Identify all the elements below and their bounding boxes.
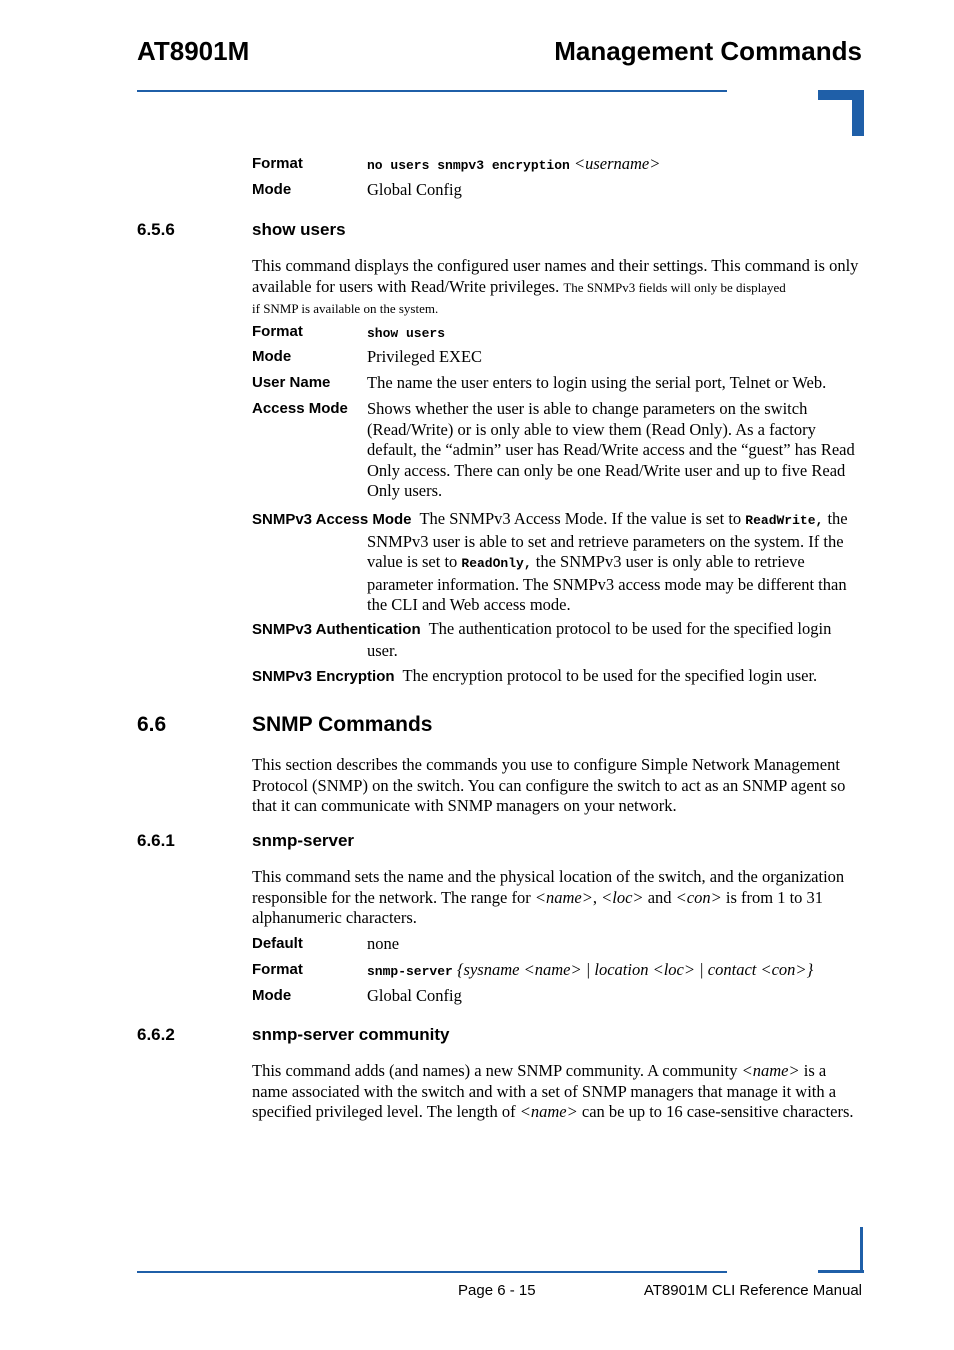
section-intro: This section describes the commands you use to configure Simple Network Management Protocol (SNMP) on the switch. You can configure the switch to act as an SNMP agent so that it can communicate with SNMP managers on your network. — [252, 755, 846, 815]
section-number: 6.6.2 — [137, 1025, 175, 1044]
mode-label: Mode — [252, 181, 292, 198]
format-command: no users snmpv3 encryption — [367, 158, 570, 173]
section-number: 6.6 — [137, 713, 167, 736]
default-value: none — [367, 934, 400, 953]
snmpv3-access-mode-row: SNMPv3 Access Mode The SNMPv3 Access Mode. If the value is set to ReadWrite, the SNMPv3 user is able to set and retrieve parameters on the system. If the value is set to ReadOnly, the SNMPv3 user is only able to retrieve parameter information. The SNMPv3 access mode may be different than the CLI and Web access mode. — [252, 509, 848, 614]
snmpv3-encryption-row: SNMPv3 Encryption The encryption protocol to be used for the specified login user. — [252, 666, 818, 685]
mode-value: Global Config — [367, 986, 462, 1005]
snmpv3-authentication-row: SNMPv3 Authentication The authentication protocol to be used for the specified login user. — [252, 619, 832, 660]
format-argument: {sysname <name> | location <loc> | contact <con>} — [456, 960, 814, 979]
mode-label: Mode — [252, 987, 292, 1004]
corner-mark-top — [818, 90, 864, 136]
manual-title: AT8901M CLI Reference Manual — [643, 1282, 862, 1299]
mode-value: Privileged EXEC — [367, 347, 483, 366]
section-intro: This command displays the configured user names and their settings. This command is only available for users with Read/Write privileges. The SNMPv3 fields will only be displayed if SNMP is available on the system. — [252, 256, 859, 316]
document-title: AT8901M — [137, 36, 250, 66]
format-label: Format — [252, 961, 303, 978]
format-command: show users — [367, 326, 446, 341]
user-name-description: The name the user enters to login using the serial port, Telnet or Web. — [367, 373, 827, 392]
format-value — [367, 154, 862, 177]
format-label: Format — [252, 155, 303, 172]
default-label: Default — [252, 935, 303, 952]
section-title: SNMP Commands — [252, 713, 433, 736]
snmpv3-authentication-label: SNMPv3 Authentication — [252, 621, 421, 638]
mode-value: Global Config — [367, 180, 462, 199]
section-title: snmp-server — [252, 831, 355, 850]
header-rule — [137, 90, 727, 92]
format-label: Format — [252, 323, 303, 340]
footer-rule — [137, 1271, 727, 1273]
snmpv3-encryption-label: SNMPv3 Encryption — [252, 668, 395, 685]
section-title: show users — [252, 220, 346, 239]
format-command: snmp-server — [367, 964, 453, 979]
section-number: 6.5.6 — [137, 220, 175, 239]
access-mode-description: Shows whether the user is able to change parameters on the switch (Read/Write) or is only able to view them (Read Only). As a factory default, the “admin” user has Read/Write access and the “guest” has Read Only access. There can only be one Read/Write user and up to five Read Only users. — [367, 399, 855, 500]
format-argument: <username> — [573, 154, 661, 173]
page-number: Page 6 - 15 — [458, 1282, 536, 1299]
format-value — [367, 322, 862, 345]
mode-label: Mode — [252, 348, 292, 365]
snmpv3-access-mode-label: SNMPv3 Access Mode — [252, 511, 412, 528]
access-mode-label: Access Mode — [252, 400, 348, 417]
format-value — [367, 960, 862, 983]
corner-mark-bottom — [818, 1227, 864, 1273]
section-intro: This command sets the name and the physical location of the switch, and the organization responsible for the network. The range for <name>, <loc> and <con> is from 1 to 31 alphanumeric characters. — [252, 867, 845, 927]
user-name-label: User Name — [252, 374, 331, 391]
chapter-title: Management Commands — [554, 36, 862, 66]
section-title: snmp-server community — [252, 1025, 450, 1044]
section-number: 6.6.1 — [137, 831, 175, 850]
section-intro: This command adds (and names) a new SNMP community. A community <name> is a name associated with the switch and with a set of SNMP managers that manage it with a specified privileged level. The length of <name> can be up to 16 case-sensitive characters. — [252, 1061, 854, 1121]
